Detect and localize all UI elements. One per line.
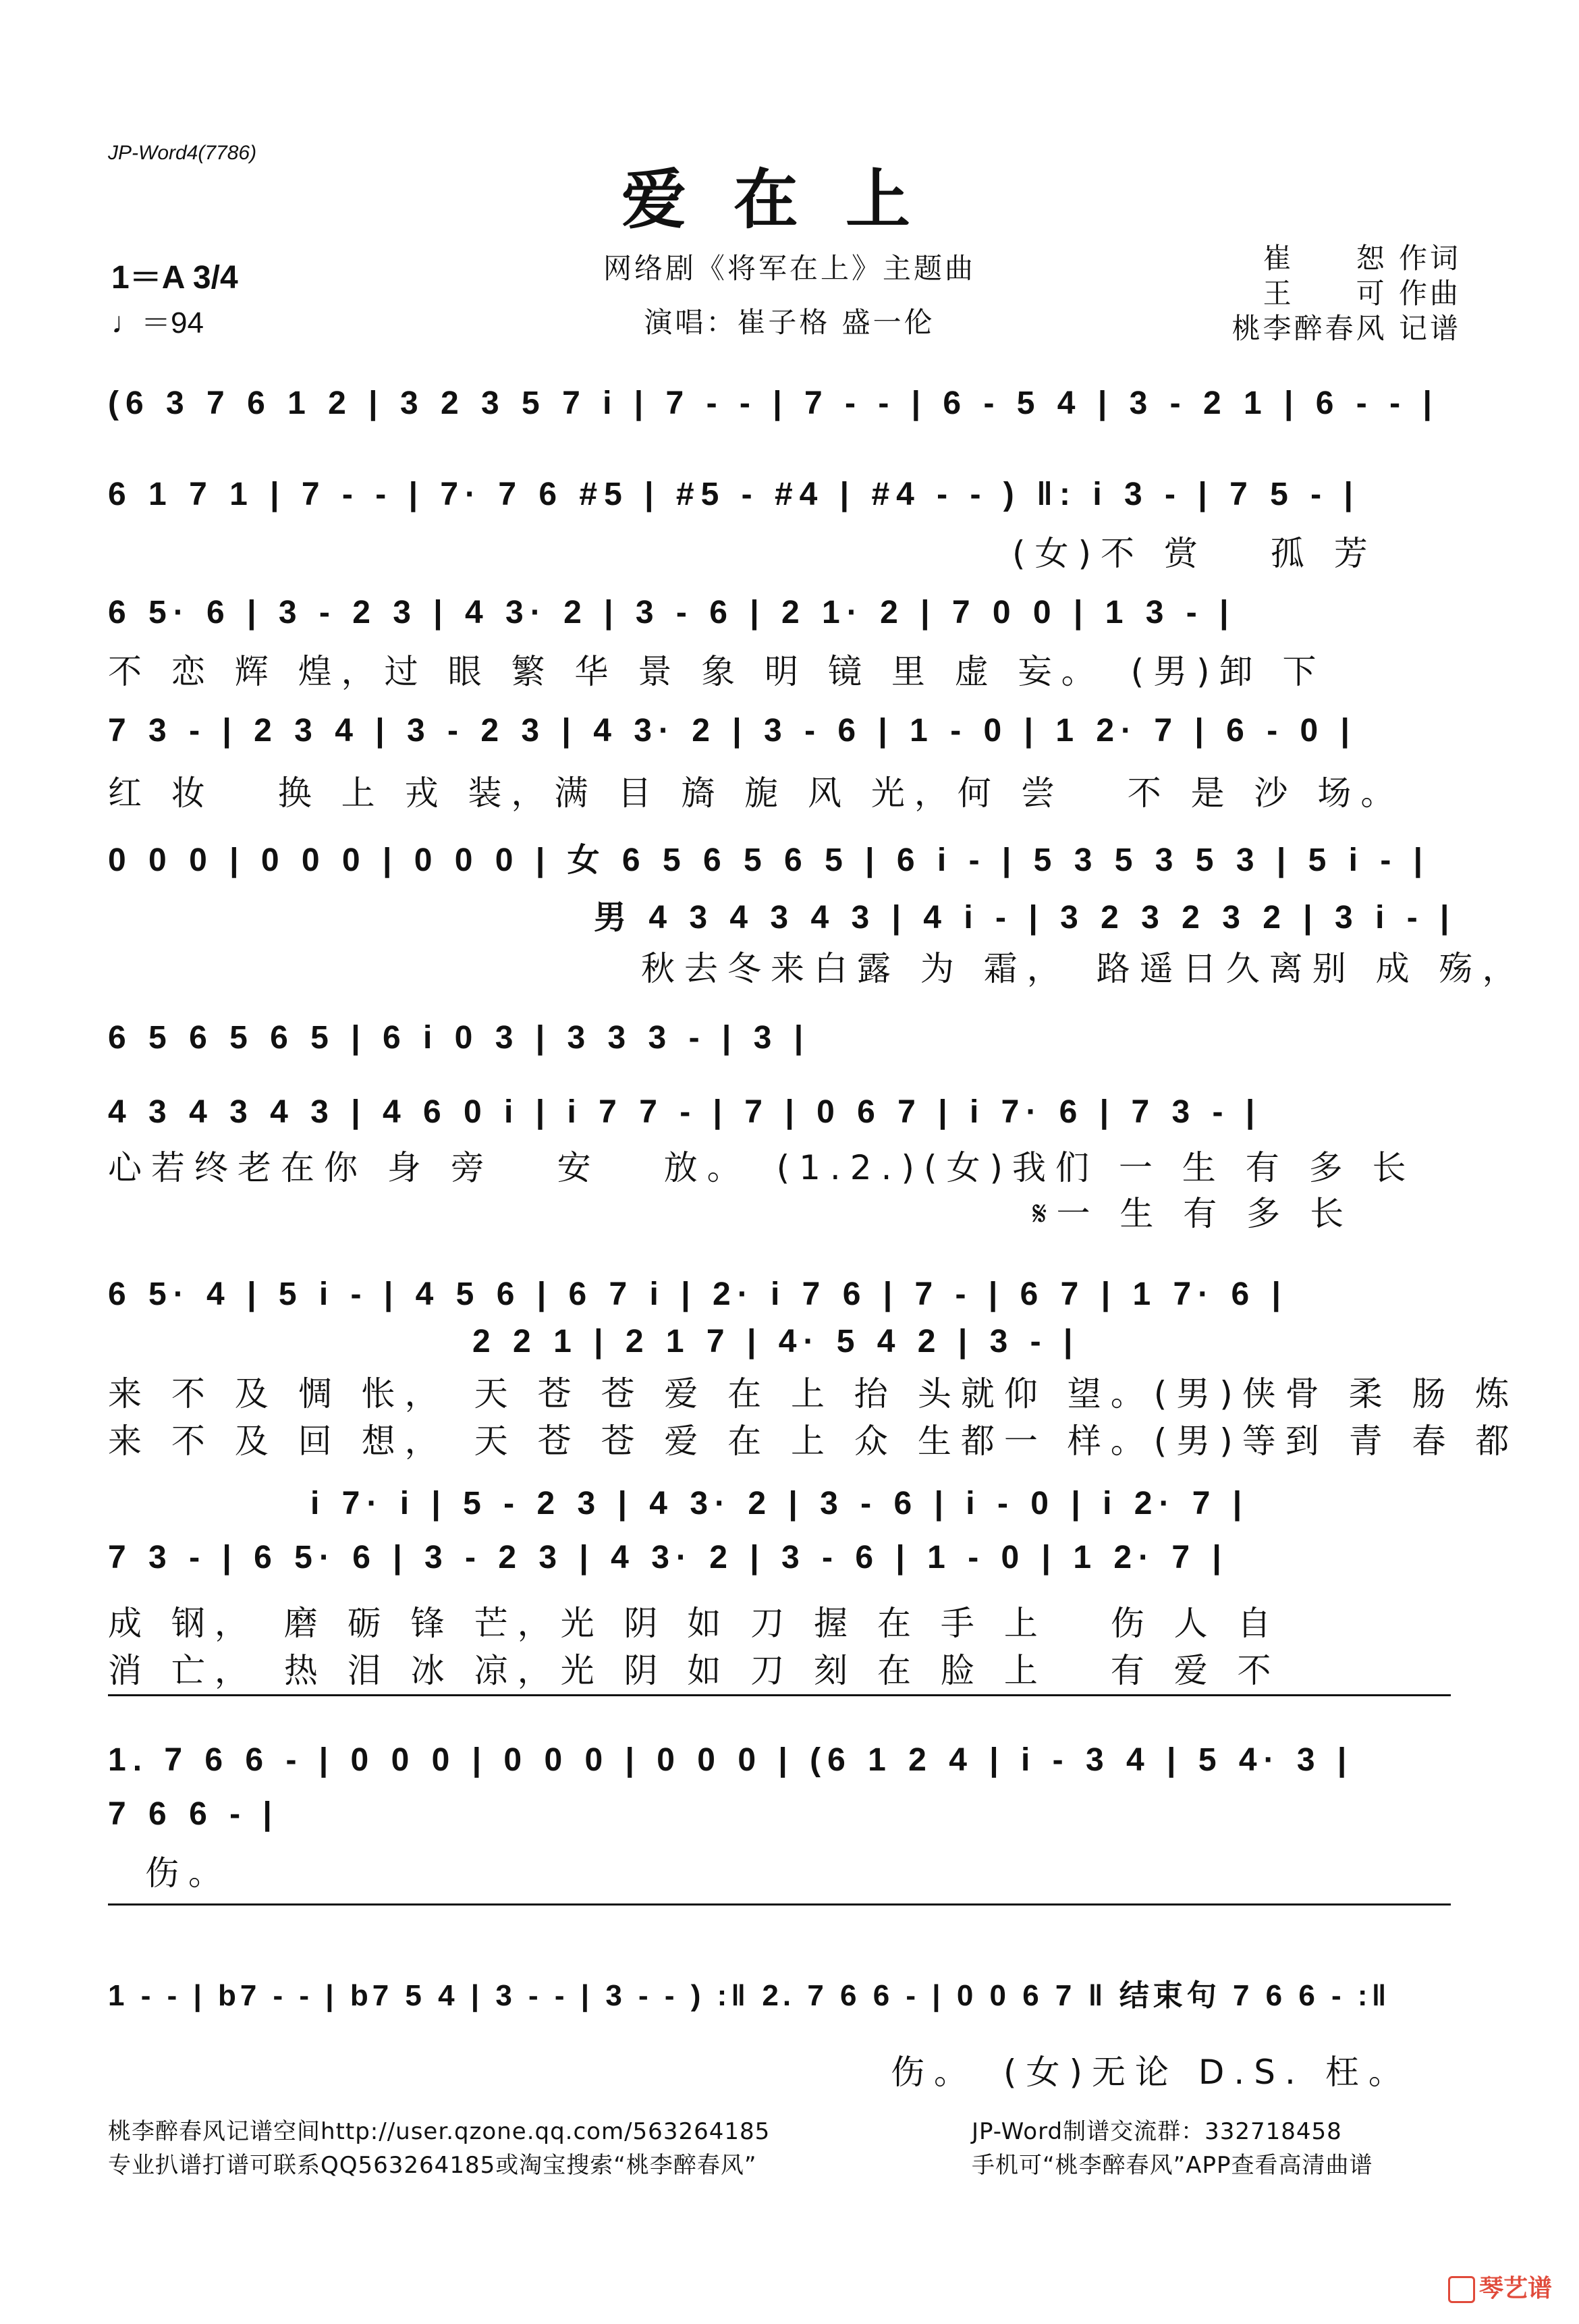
score-row-2-notes: 6 1 7 1 | 7 - - | 7· 7 6 #5 | #5 - #4 | #4 - - ) ‖: i 3 - | 7 5 - | bbox=[108, 477, 1360, 512]
score-row-12-lyric: 来 不 及 回 想， 天 苍 苍 爱 在 上 众 生都一 样。(男)等到 青 春 都 bbox=[108, 1422, 1519, 1461]
score-row-4-notes: 7 3 - | 2 3 4 | 3 - 2 3 | 4 3· 2 | 3 - 6 | 1 - 0 | 1 2· 7 | 6 - 0 | bbox=[108, 713, 1356, 749]
lyricist-credit: 崔 恕 作词 bbox=[1263, 242, 1461, 275]
score-row-6-lyric: 秋去冬来白露 为 霜， 路遥日久离别 成 殇， bbox=[641, 949, 1526, 988]
score-row-3-lyric: 不 恋 辉 煌，过 眼 繁 华 景 象 明 镜 里 虚 妄。 (男)卸 下 bbox=[108, 652, 1326, 691]
score-row-14-lyric: 成 钢， 磨 砺 锋 芒，光 阴 如 刀 握 在 手 上 伤 人 自 bbox=[108, 1604, 1281, 1643]
score-row-1-notes: (6 3 7 6 1 2 | 3 2 3 5 7 i | 7 - - | 7 - - | 6 - 5 4 | 3 - 2 1 | 6 - - | bbox=[108, 385, 1439, 421]
song-title: 爱在上 bbox=[621, 162, 958, 238]
score-row-9-lyric: 𝄋一 生 有 多 长 bbox=[1032, 1194, 1354, 1233]
score-row-2-lyric: (女)不 赏 孤 芳 bbox=[1012, 534, 1377, 573]
score-row-10-notes: 6 5· 4 | 5 i - | 4 5 6 | 6 7 i | 2· i 7 6 | 7 - | 6 7 | 1 7· 6 | bbox=[108, 1276, 1287, 1312]
score-row-6-notes: 男 4 3 4 3 4 3 | 4 i - | 3 2 3 2 3 2 | 3 i - | bbox=[594, 900, 1456, 936]
score-row-11-notes: 2 2 1 | 2 1 7 | 4· 5 4 2 | 3 - | bbox=[472, 1324, 1080, 1359]
singer-credit: 演唱：崔子格 盛一伦 bbox=[644, 306, 935, 339]
score-row-11-lyric: 来 不 及 惆 怅， 天 苍 苍 爱 在 上 抬 头就仰 望。(男)侠骨 柔 肠 炼 bbox=[108, 1374, 1519, 1413]
footer-right-line-2: 手机可“桃李醉春风”APP查看高清曲谱 bbox=[972, 2152, 1373, 2179]
score-row-7-notes: 6 5 6 5 6 5 | 6 i 0 3 | 3 3 3 - | 3 | bbox=[108, 1020, 810, 1056]
volta-2-bracket bbox=[108, 1903, 1451, 1906]
key-signature: 1＝A 3/4 bbox=[111, 260, 238, 296]
footer-right-line-1: JP-Word制谱交流群：332718458 bbox=[972, 2118, 1342, 2145]
footer-left-line-2: 专业扒谱打谱可联系QQ563264185或淘宝搜索“桃李醉春风” bbox=[108, 2152, 757, 2179]
transcriber-credit: 桃李醉春风 记谱 bbox=[1231, 312, 1461, 345]
score-row-8-lyric: 心若终老在你 身 旁 安 放。 (1.2.)(女)我们 一 生 有 多 长 bbox=[108, 1148, 1416, 1187]
tempo-marking: ♩＝94 bbox=[111, 306, 204, 340]
brand-logo bbox=[1448, 2269, 1552, 2304]
score-row-4-lyric: 红 妆 换 上 戎 装，满 目 旖 旎 风 光，何 尝 不 是 沙 场。 bbox=[108, 774, 1404, 813]
score-row-16-notes: 1. 7 6 6 - | 0 0 0 | 0 0 0 | 0 0 0 | (6 1 2 4 | i - 3 4 | 5 4· 3 | bbox=[108, 1742, 1354, 1778]
footer-left-line-1: 桃李醉春风记谱空间http://user.qzone.qq.com/563264185 bbox=[108, 2118, 771, 2145]
score-row-15-lyric: 消 亡， 热 泪 冰 凉，光 阴 如 刀 刻 在 脸 上 有 爱 不 bbox=[108, 1651, 1281, 1690]
score-row-8-notes: 4 3 4 3 4 3 | 4 6 0 i | i 7 7 - | 7 | 0 6 7 | i 7· 6 | 7 3 - | bbox=[108, 1094, 1262, 1130]
brand-name: 琴艺谱 bbox=[1478, 2275, 1552, 2302]
song-subtitle: 网络剧《将军在上》主题曲 bbox=[603, 252, 976, 285]
score-row-18-notes: 1 - - | b7 - - | b7 5 4 | 3 - - | 3 - - ) :‖ 2. 7 6 6 - | 0 0 6 7 ‖ 结束句 7 6 6 - :‖ bbox=[108, 1979, 1391, 2012]
score-row-13-notes: i 7· i | 5 - 2 3 | 4 3· 2 | 3 - 6 | i - 0 | i 2· 7 | bbox=[310, 1486, 1249, 1521]
software-label: JP-Word4(7786) bbox=[108, 142, 257, 164]
brand-logo-icon bbox=[1448, 2276, 1475, 2303]
score-row-17-notes: 7 6 6 - | bbox=[108, 1796, 279, 1832]
score-row-17-lyric: 伤。 bbox=[145, 1854, 231, 1893]
score-row-3-notes: 6 5· 6 | 3 - 2 3 | 4 3· 2 | 3 - 6 | 2 1· 2 | 7 0 0 | 1 3 - | bbox=[108, 595, 1236, 630]
composer-credit: 王 可 作曲 bbox=[1263, 277, 1461, 310]
score-row-18-lyric: 伤。 (女)无论 D.S. 枉。 bbox=[891, 2053, 1412, 2092]
score-row-14-notes: 7 3 - | 6 5· 6 | 3 - 2 3 | 4 3· 2 | 3 - 6 | 1 - 0 | 1 2· 7 | bbox=[108, 1540, 1228, 1575]
volta-1-bracket bbox=[108, 1694, 1451, 1696]
score-row-5-notes: 0 0 0 | 0 0 0 | 0 0 0 | 女 6 5 6 5 6 5 | 6 i - | 5 3 5 3 5 3 | 5 i - | bbox=[108, 842, 1430, 878]
